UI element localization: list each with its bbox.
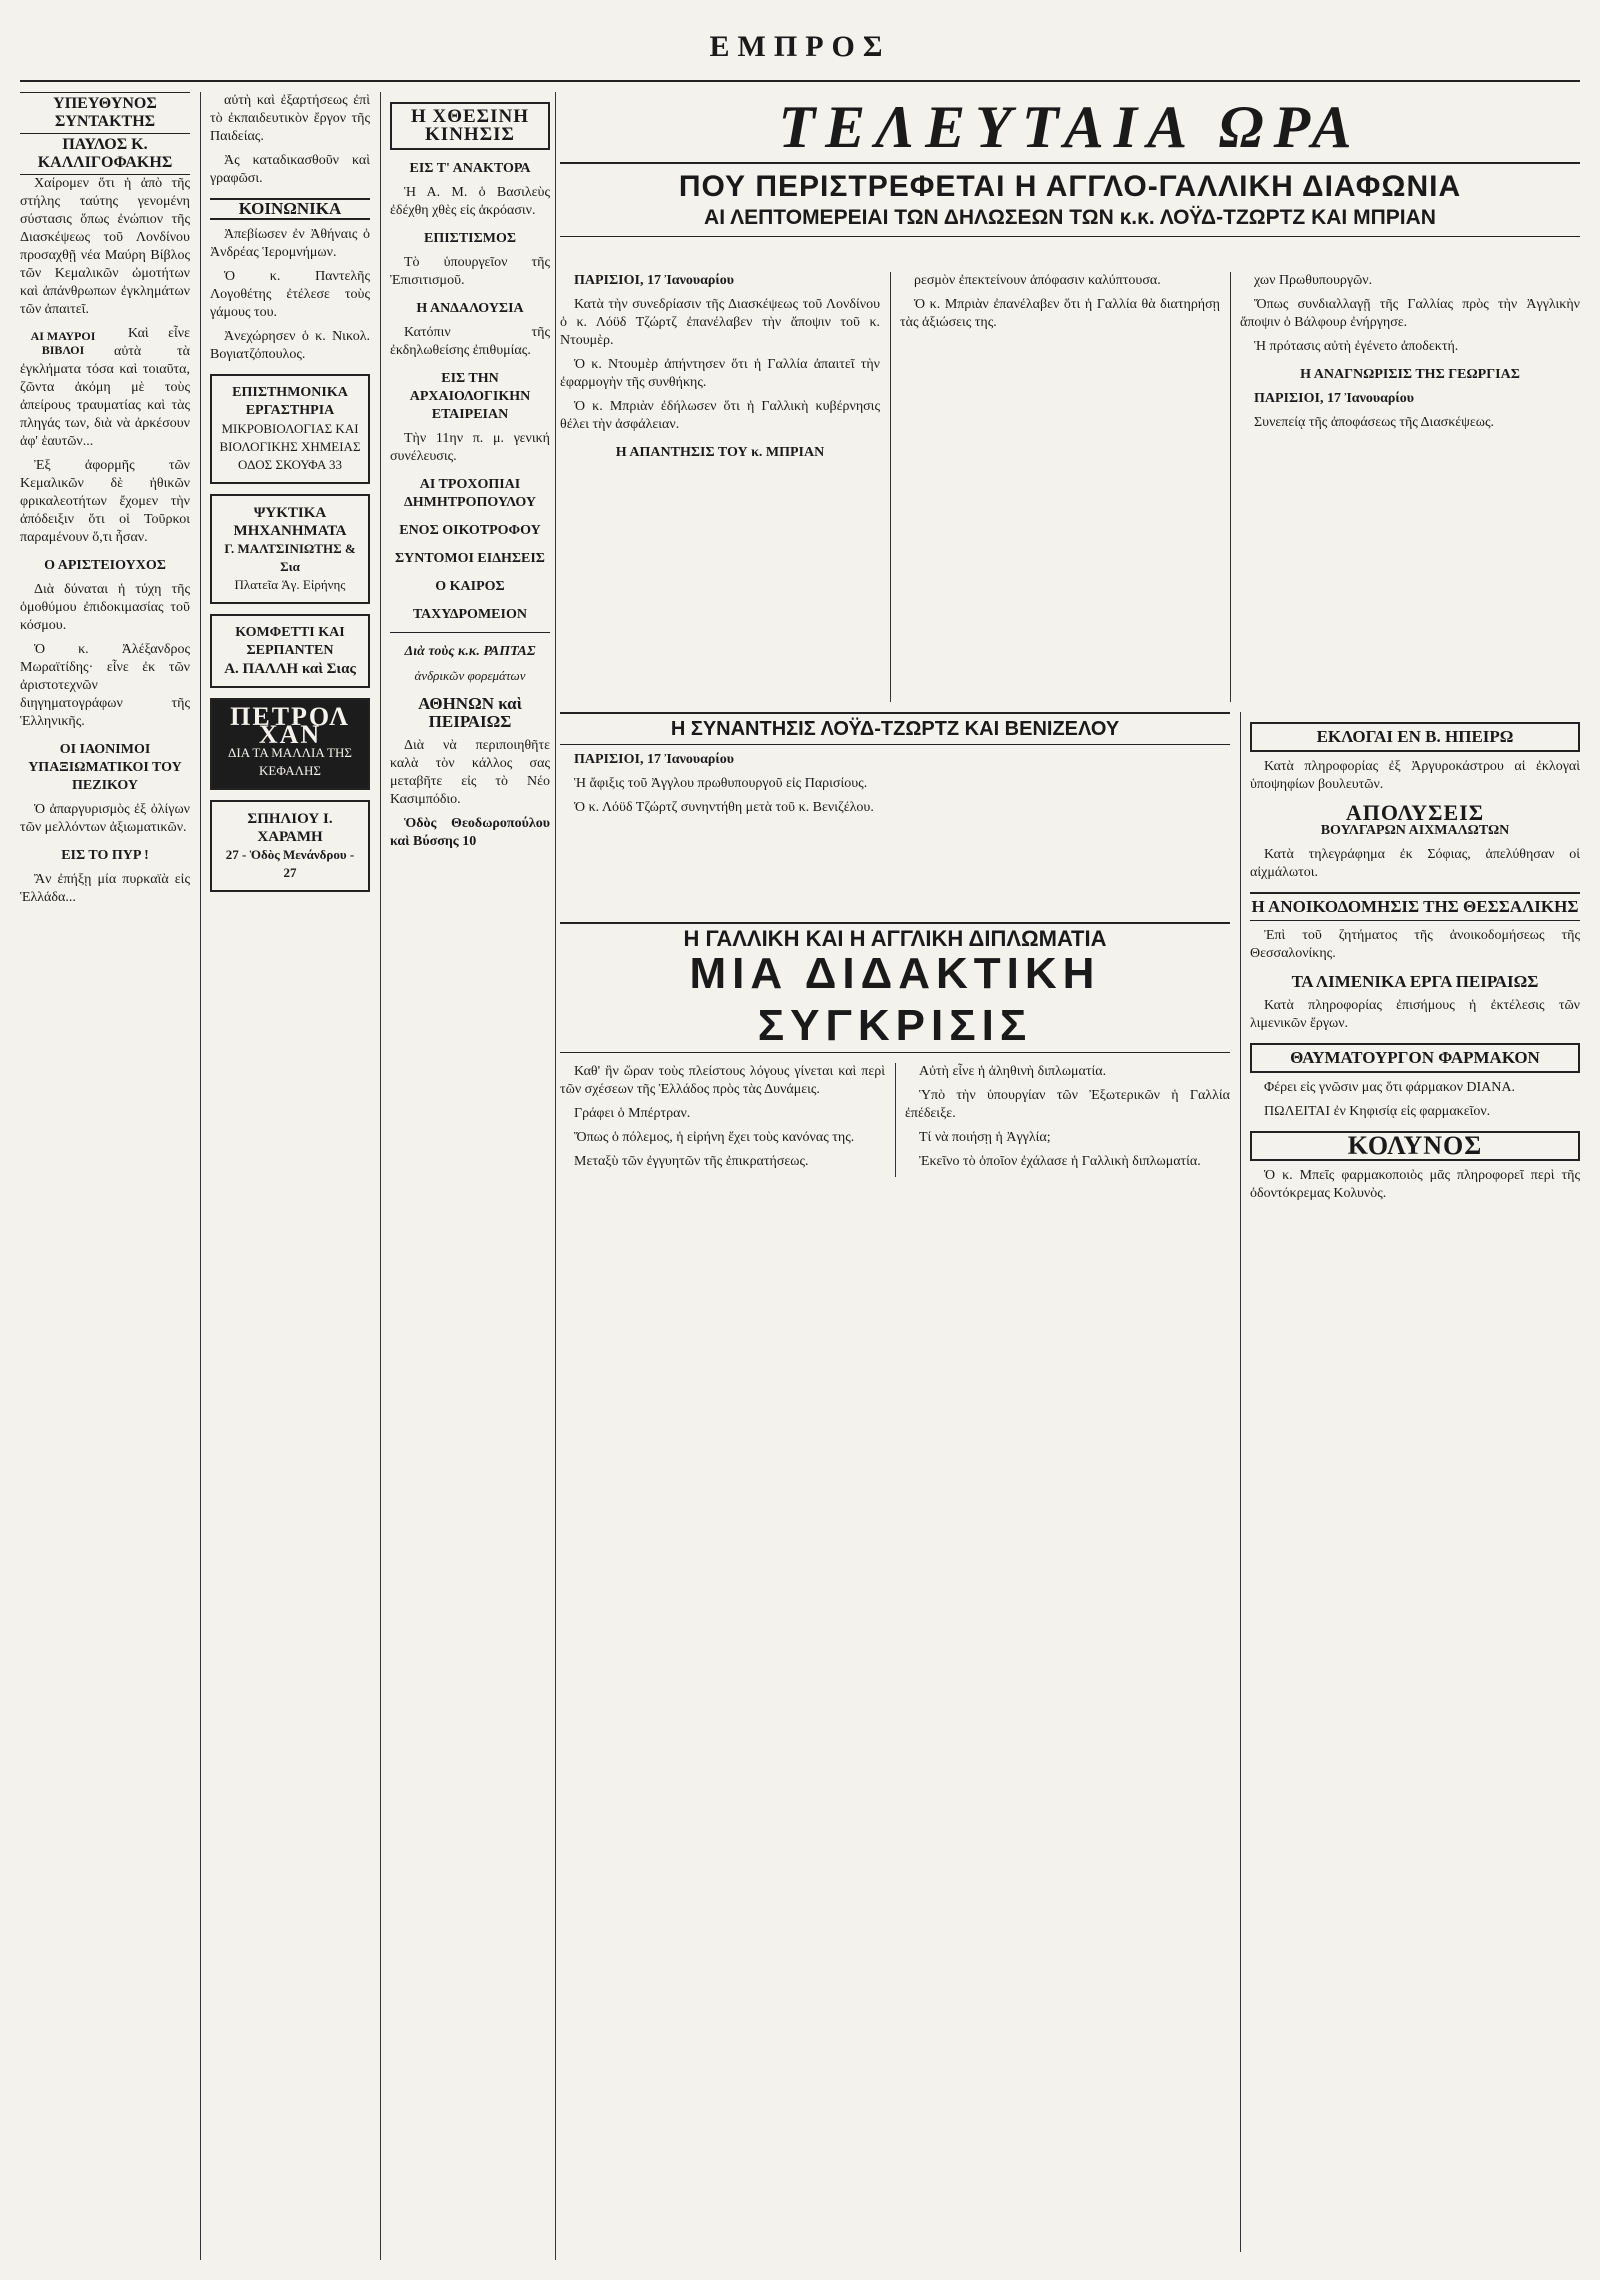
paragraph: Ἀνεχώρησεν ὁ κ. Νικολ. Βογιατζόπουλος. xyxy=(210,329,370,362)
paragraph: Ὁ κ. Μπριὰν ἐπανέλαβεν ὅτι ἡ Γαλλία θὰ διατηρήσῃ τὰς ἀξιώσεις της. xyxy=(900,297,1220,330)
paragraph: Ἀπεβίωσεν ἐν Ἀθήναις ὁ Ἀνδρέας Ἱερομνήμων. xyxy=(210,227,370,260)
subheading: Η ΑΝΑΓΝΩΡΙΣΙΣ ΤΗΣ ΓΕΩΡΓΙΑΣ xyxy=(1300,367,1520,382)
paragraph: Ἐξ ἀφορμῆς τῶν Κεμαλικῶν δὲ ἠθικῶν φρικαλεοτήτων ἔχομεν τὴν ἀπόδειξιν ὅτι οἱ Τοῦρκοι παραμένουν ὅ,τι ἦσαν. xyxy=(20,458,190,545)
ad-subtitle: ἀνδρικῶν φορεμάτων xyxy=(414,668,526,683)
subheading: ΕΙΣ Τ' ΑΝΑΚΤΟΡΑ xyxy=(409,161,531,176)
paragraph: Συνεπείᾳ τῆς ἀποφάσεως τῆς Διασκέψεως. xyxy=(1254,415,1495,430)
newspaper-page xyxy=(20,20,1580,2260)
paragraph: Ἀς καταδικασθοῦν καὶ γραφῶσι. xyxy=(210,153,370,186)
section-heading: Η ΑΝΟΙΚΟΔΟΜΗΣΙΣ ΤΗΣ ΘΕΣΣΑΛΙΚΗΣ xyxy=(1250,892,1580,921)
paragraph: Κατὰ πληροφορίας ἐξ Ἀργυροκάστρου αἱ ἐκλογαὶ ὑποψηφίων βουλευτῶν. xyxy=(1250,759,1580,792)
section-heading: ΕΚΛΟΓΑΙ ΕΝ Β. ΗΠΕΙΡΩ xyxy=(1250,722,1580,752)
ad-subtitle: ΜΙΚΡΟΒΙΟΛΟΓΙΑΣ ΚΑΙ ΒΙΟΛΟΓΙΚΗΣ ΧΗΜΕΙΑΣ xyxy=(219,421,361,454)
paragraph: Κατὰ τὴν συνεδρίασιν τῆς Διασκέψεως τοῦ Λονδίνου ὁ κ. Λόϋδ Τζώρτζ ἐπανέλαβεν τὴν ἄποψιν τοῦ κ. Ντουμὲρ. xyxy=(560,297,880,348)
paragraph: Χαίρομεν ὅτι ἡ ἀπὸ τῆς στήλης ταύτης γενομένη σύστασις ὅπως ἐνώπιον τῆς Διασκέψεως τοῦ Λονδίνου προσαχθῇ νέα Μαύρη Βίβλος τῶν Κεμαλικῶν ὠμοτήτων καὶ ἀπάνθρωπων ἐγκλημάτων τῶν ἀπαιτεῖ. xyxy=(20,176,190,317)
editor-name: ΠΑΥΛΟΣ Κ. ΚΑΛΛΙΓΟΦΑΚΗΣ xyxy=(20,134,190,175)
paragraph: Καὶ εἶνε αὐτὰ τὰ ἐγκλήματα τόσα καὶ τοιαῦτα, ζῶντα ἀκόμη μὲ τοὺς ἀπείρους τραυματίας καὶ τὰς πληγάς των, διὰ νὰ ἀρκέσουν ἀφ' ἑαυτῶν... xyxy=(20,326,190,449)
article-headline: Η ΓΑΛΛΙΚΗ ΚΑΙ Η ΑΓΓΛΙΚΗ ΔΙΠΛΩΜΑΤΙΑ xyxy=(560,922,1230,948)
column-3 xyxy=(390,92,550,2260)
column-rule xyxy=(1230,272,1231,702)
newspaper-title: ΕΜΠΡΟΣ xyxy=(709,30,891,63)
article-headline-large: ΜΙΑ ΔΙΔΑΚΤΙΚΗ ΣΥΓΚΡΙΣΙΣ xyxy=(560,948,1230,1053)
section-heading: ΑΙ ΜΑΥΡΟΙ ΒΙΒΛΟΙ xyxy=(30,329,96,357)
column-rule xyxy=(200,92,201,2260)
paragraph: Τί νὰ ποιήσῃ ἡ Ἀγγλία; xyxy=(919,1130,1051,1145)
paragraph: Ὁδὸς Θεοδωροπούλου καὶ Βύσσης 10 xyxy=(390,816,550,849)
paragraph: Ἂν ἐπήξῃ μία πυρκαϊὰ εἰς Ἑλλάδα... xyxy=(20,872,190,905)
paragraph: Τὴν 11ην π. μ. γενική συνέλευσις. xyxy=(390,431,550,464)
ad-title: ΨΥΚΤΙΚΑ ΜΗΧΑΝΗΜΑΤΑ xyxy=(233,505,347,539)
subheading: ΑΙ ΤΡΟΧΟΠΙΑΙ ΔΗΜΗΤΡΟΠΟΥΛΟΥ xyxy=(403,477,537,510)
paragraph: Ὑπὸ τὴν ὑπουργίαν τῶν Ἐξωτερικῶν ἡ Γαλλία ἐπέδειξε. xyxy=(905,1088,1230,1121)
column-rule xyxy=(380,92,381,2260)
column-rule xyxy=(1240,712,1241,2252)
section-heading: ΚΟΛΥΝΟΣ xyxy=(1250,1131,1580,1161)
editor-label: ΥΠΕΥΘΥΝΟΣ ΣΥΝΤΑΚΤΗΣ xyxy=(20,92,190,134)
paragraph: ΠΩΛΕΙΤΑΙ ἐν Κηφισίᾳ εἰς φαρμακεῖον. xyxy=(1264,1104,1491,1119)
article xyxy=(560,922,1230,2252)
last-hour-section xyxy=(560,92,1580,2260)
article-column xyxy=(900,272,1220,702)
column-1 xyxy=(20,92,190,2260)
section-heading: Ο ΑΡΙΣΤΕΙΟΥΧΟΣ xyxy=(44,558,166,573)
paragraph: Ὅπως ὁ πόλεμος, ἡ εἰρήνη ἔχει τοὺς κανόνας της. xyxy=(574,1130,855,1145)
ad-title: ΚΟΜΦΕΤΤΙ ΚΑΙ ΣΕΡΠΑΝΤΕΝ xyxy=(235,625,345,658)
paragraph: Ὁ κ. Παντελῆς Λογοθέτης ἐτέλεσε τοὺς γάμους του. xyxy=(210,269,370,320)
divider xyxy=(390,632,550,633)
paragraph: Ὅπως συνδιαλλαγῇ τῆς Γαλλίας πρὸς τὴν Ἀγγλικὴν ἄποψιν ὁ Βάλφουρ ἐνήργησε. xyxy=(1240,297,1580,330)
subheading: Η ΑΠΑΝΤΗΣΙΣ ΤΟΥ κ. ΜΠΡΙΑΝ xyxy=(615,445,825,460)
dateline: ΠΑΡΙΣΙΟΙ, 17 Ἰανουαρίου xyxy=(1254,391,1415,406)
ad-title: ΠΕΤΡΟΛ ΧΑΝ xyxy=(230,702,350,749)
ad-title: ΕΠΙΣΤΗΜΟΝΙΚΑ ΕΡΓΑΣΤΗΡΙΑ xyxy=(232,385,348,418)
subheading: Η ΑΝΔΑΛΟΥΣΙΑ xyxy=(416,301,524,316)
paragraph: Ὁ κ. Ἀλέξανδρος Μωραϊτίδης· εἶνε ἐκ τῶν ἀριστοτεχνῶν διηγηματογράφων τῆς Ἑλληνικῆς. xyxy=(20,642,190,729)
ad-subtitle: ΑΘΗΝΩΝ καὶ ΠΕΙΡΑΙΩΣ xyxy=(418,694,522,731)
paragraph: Ὁ κ. Λόϋδ Τζώρτζ συνηντήθη μετὰ τοῦ κ. Βενιζέλου. xyxy=(574,800,874,815)
ad-title: ΣΠΗΛΙΟΥ Ι. ΧΑΡΑΜΗ xyxy=(247,811,333,845)
section-heading: ΤΑ ΛΙΜΕΝΙΚΑ ΕΡΓΑ ΠΕΙΡΑΙΩΣ xyxy=(1291,972,1539,991)
paragraph: χων Πρωθυπουργῶν. xyxy=(1254,273,1373,288)
main-headline: ΠΟΥ ΠΕΡΙΣΤΡΕΦΕΤΑΙ Η ΑΓΓΛΟ-ΓΑΛΛΙΚΗ ΔΙΑΦΩΝΙΑ xyxy=(678,170,1462,203)
sub-headline: ΑΙ ΛΕΠΤΟΜΕΡΕΙΑΙ ΤΩΝ ΔΗΛΩΣΕΩΝ ΤΩΝ κ.κ. ΛΟΫΔ-ΤΖΩΡΤΖ ΚΑΙ ΜΠΡΙΑΝ xyxy=(560,206,1580,237)
section-heading: ΕΙΣ ΤΟ ΠΥΡ ! xyxy=(61,848,149,863)
paragraph: Διὰ νὰ περιποιηθῆτε καλὰ τὸν κάλλος σας μεταβῆτε εἰς τὸ Νέο Κασιμπόδιο. xyxy=(390,738,550,807)
paragraph: Κατὰ τηλεγράφημα ἐκ Σόφιας, ἀπελύθησαν οἱ αἰχμάλωτοι. xyxy=(1250,847,1580,880)
subheading: ΕΝΟΣ ΟΙΚΟΤΡΟΦΟΥ xyxy=(399,523,541,538)
paragraph: Ἡ πρότασις αὐτὴ ἐγένετο ἀποδεκτή. xyxy=(1254,339,1459,354)
paragraph: Ὁ κ. Μπριὰν ἐδήλωσεν ὅτι ἡ Γαλλικὴ κυβέρνησις θέλει τὴν ἀσφάλειαν. xyxy=(560,399,880,432)
ad-title: Διὰ τοὺς κ.κ. ΡΑΠΤΑΣ xyxy=(404,644,536,659)
ad-subtitle: ΔΙΑ ΤΑ ΜΑΛΛΙΑ ΤΗΣ ΚΕΦΑΛΗΣ xyxy=(228,745,352,778)
ad-subtitle: Α. ΠΑΛΛΗ καὶ Σιας xyxy=(224,661,356,677)
news-column xyxy=(1250,712,1580,2252)
paragraph: Ἡ Α. Μ. ὁ Βασιλεὺς ἐδέχθη χθὲς εἰς ἀκρόασιν. xyxy=(390,185,550,218)
article-column xyxy=(560,272,880,702)
paragraph: Ἐπὶ τοῦ ζητήματος τῆς ἀνοικοδομήσεως τῆς Θεσσαλονίκης. xyxy=(1250,928,1580,961)
column-2 xyxy=(210,92,370,2260)
article-body xyxy=(560,1063,1230,1177)
paragraph: Αὐτὴ εἶνε ἡ ἀληθινὴ διπλωματία. xyxy=(919,1064,1107,1079)
column-rule xyxy=(555,92,556,2260)
article-column xyxy=(1240,272,1580,702)
subheading: ΤΑΧΥΔΡΟΜΕΙΟΝ xyxy=(413,607,527,622)
ad-subtitle: 27 - Ὁδὸς Μενάνδρου - 27 xyxy=(225,847,355,880)
ad-subtitle: Γ. ΜΑΛΤΣΙΝΙΩΤΗΣ & Σια xyxy=(224,541,356,574)
section-heading: Η ΧΘΕΣΙΝΗ ΚΙΝΗΣΙΣ xyxy=(390,102,550,150)
subheading: ΕΠΙΣΤΙΣΜΟΣ xyxy=(423,231,517,246)
masthead xyxy=(20,20,1580,82)
paragraph: Μεταξὺ τῶν ἐγγυητῶν τῆς ἐπικρατήσεως. xyxy=(574,1154,809,1169)
paragraph: Διὰ δύναται ἡ τύχη τῆς ὁμοθύμου ἐπιδοκιμασίας τοῦ κόσμου. xyxy=(20,582,190,633)
paragraph: Γράφει ὁ Μπέρτραν. xyxy=(574,1106,691,1121)
dateline: ΠΑΡΙΣΙΟΙ, 17 Ἰανουαρίου xyxy=(574,273,735,288)
article xyxy=(560,712,1230,912)
advertisement xyxy=(210,494,370,604)
subheading: ΣΥΝΤΟΜΟΙ ΕΙΔΗΣΕΙΣ xyxy=(395,551,545,566)
paragraph: Καθ' ἣν ὥραν τοὺς πλείστους λόγους γίνεται καὶ περὶ τῶν σχέσεων τῆς Ἑλλάδος πρὸς τὰς Δυνάμεις. xyxy=(560,1064,885,1097)
paragraph: Ἐκεῖνο τὸ ὁποῖον ἐχάλασε ἡ Γαλλικὴ διπλωματία. xyxy=(919,1154,1201,1169)
subheading: ΕΙΣ ΤΗΝ ΑΡΧΑΙΟΛΟΓΙΚΗΝ ΕΤΑΙΡΕΙΑΝ xyxy=(409,371,531,422)
paragraph: Ὁ κ. Ντουμὲρ ἀπήντησεν ὅτι ἡ Γαλλία ἀπαιτεῖ τὴν ἐφαρμογὴν τῆς συνθήκης. xyxy=(560,357,880,390)
banner-headline: ΤΕΛΕΥΤΑΙΑ ΩΡΑ xyxy=(560,92,1580,164)
paragraph: Τὸ ὑπουργεῖον τῆς Ἐπισιτισμοῦ. xyxy=(390,255,550,288)
advertisement xyxy=(210,800,370,892)
paragraph: αὐτὴ καὶ ἐξαρτήσεως ἐπὶ τὸ ἐκπαιδευτικὸν ἔργον τῆς Παιδείας. xyxy=(210,93,370,144)
advertisement xyxy=(210,614,370,688)
paragraph: Ὁ κ. Μπεῖς φαρμακοποιὸς μᾶς πληροφορεῖ περὶ τῆς ὀδοντόκρεμας Κολυνὸς. xyxy=(1250,1168,1580,1201)
paragraph: Ὁ ἀπαργυρισμὸς ἐξ ὀλίγων τῶν μελλόντων ἀξιωματικῶν. xyxy=(20,802,190,835)
paragraph: Κατόπιν τῆς ἐκδηλωθείσης ἐπιθυμίας. xyxy=(390,325,550,358)
section-heading: ΑΠΟΛΥΣΕΙΣ xyxy=(1345,800,1485,825)
ad-line: Πλατεῖα Ἁγ. Εἰρήνης xyxy=(234,577,346,592)
section-subheading: ΒΟΥΛΓΑΡΩΝ ΑΙΧΜΑΛΩΤΩΝ xyxy=(1320,823,1510,838)
paragraph: ρεσμὸν ἐπεκτείνουν ἀπόφασιν καλύπτουσα. xyxy=(914,273,1161,288)
section-heading: ΚΟΙΝΩΝΙΚΑ xyxy=(210,198,370,220)
paragraph: Κατὰ πληροφορίας ἐπισήμους ἡ ἐκτέλεσις τῶν λιμενικῶν ἔργων. xyxy=(1250,998,1580,1031)
section-heading: ΟΙ ΙΑΟΝΙΜΟΙ ΥΠΑΞΙΩΜΑΤΙΚΟΙ ΤΟΥ ΠΕΖΙΚΟΥ xyxy=(28,742,182,793)
column-rule xyxy=(890,272,891,702)
ad-line: ΟΔΟΣ ΣΚΟΥΦΑ 33 xyxy=(238,457,342,472)
paragraph: Ἡ ἄφιξις τοῦ Ἀγγλου πρωθυπουργοῦ εἰς Παρισίους. xyxy=(574,776,868,791)
section-heading: ΘΑΥΜΑΤΟΥΡΓΟΝ ΦΑΡΜΑΚΟΝ xyxy=(1250,1043,1580,1073)
article-headline: Η ΣΥΝΑΝΤΗΣΙΣ ΛΟΫΔ-ΤΖΩΡΤΖ ΚΑΙ ΒΕΝΙΖΕΛΟΥ xyxy=(560,712,1230,745)
dateline: ΠΑΡΙΣΙΟΙ, 17 Ἰανουαρίου xyxy=(574,752,735,767)
advertisement xyxy=(210,374,370,484)
advertisement xyxy=(210,698,370,790)
paragraph: Φέρει εἰς γνῶσιν μας ὅτι φάρμακον DIANA. xyxy=(1264,1080,1516,1095)
subheading: Ο ΚΑΙΡΟΣ xyxy=(435,579,505,594)
